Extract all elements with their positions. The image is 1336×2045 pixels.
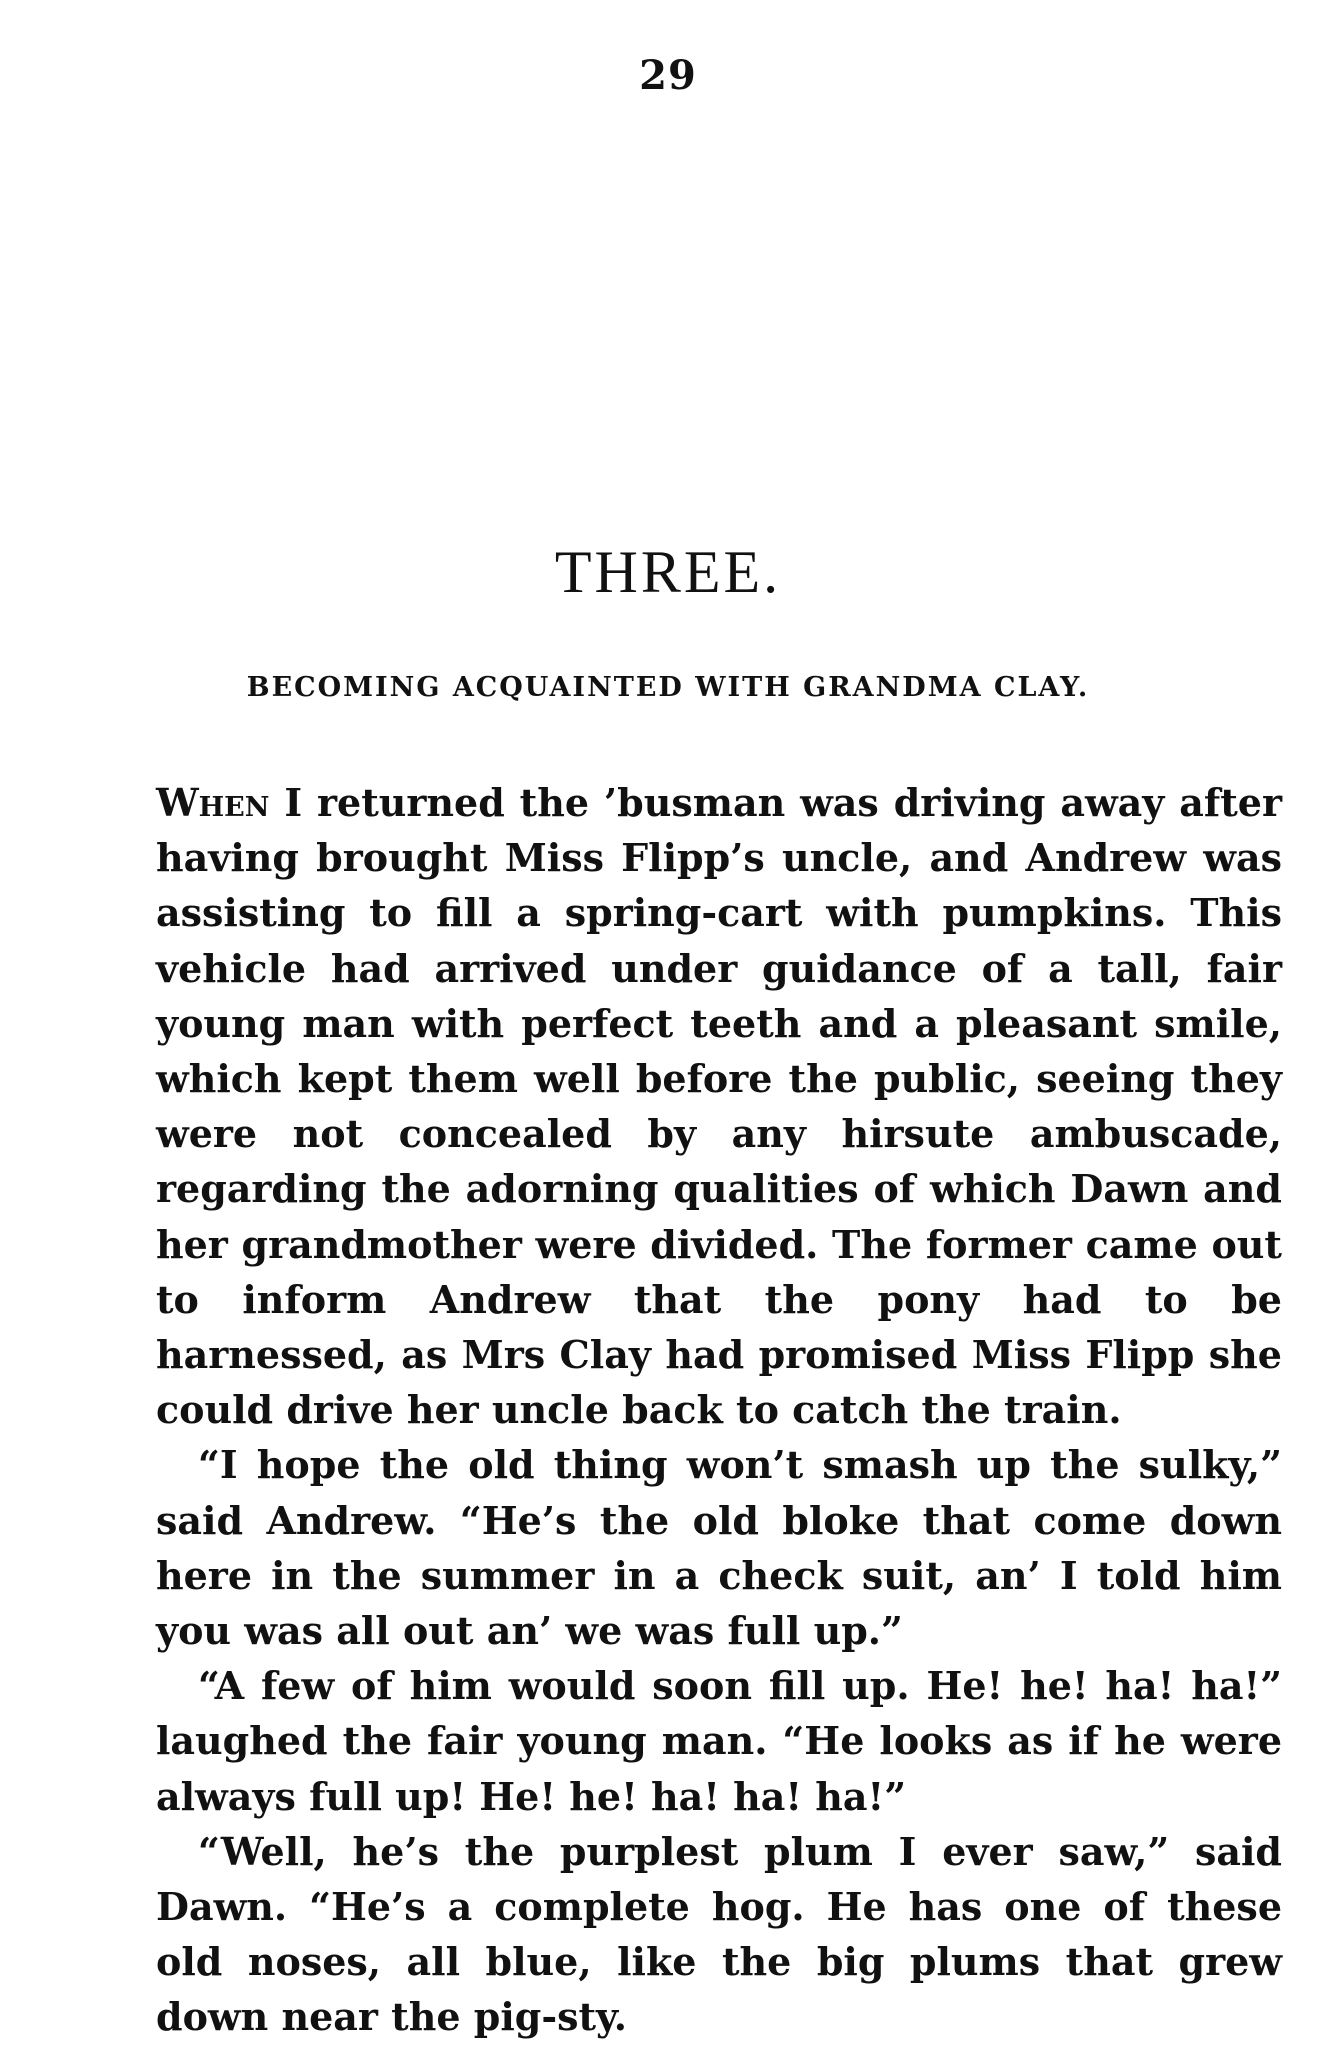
paragraph-text: I returned the ’busman was driving away after having brought Miss Flipp’s uncle, and Andrew was assisting to fill a spring-cart with pumpkins. This vehicle had arrived under guidance of a tall, fair young man with perfect teeth and a pleasant smile, which kept them well before the public, seeing they were not concealed by any hirsute ambuscade, regarding the adorning qualities of which Dawn and her grandmother were divided. The former came out to inform Andrew that the pony had to be harnessed, as Mrs Clay had promised Miss Flipp she could drive her uncle back to catch the train. bbox=[156, 780, 1282, 1433]
paragraph: “I hope the old thing won’t smash up the sulky,” said Andrew. “He’s the old bloke that come down here in the summer in a check suit, an’ I told him you was all out an’ we was full up.” bbox=[156, 1442, 1282, 1654]
chapter-title: THREE. bbox=[554, 539, 782, 605]
chapter-subtitle: BECOMING ACQUAINTED WITH GRANDMA CLAY. bbox=[246, 672, 1090, 703]
page-number: 29 bbox=[639, 52, 697, 99]
paragraph bbox=[156, 775, 1282, 1437]
paragraph-lead-word: When bbox=[156, 780, 270, 825]
paragraph: “A few of him would soon fill up. He! he! ha! ha!” laughed the fair young man. “He looks as if he were always full up! He! he! ha! ha! ha!” bbox=[156, 1663, 1282, 1819]
body-text bbox=[156, 775, 1282, 2045]
paragraph: “Well, he’s the purplest plum I ever saw,” said Dawn. “He’s a complete hog. He has one of these old noses, all blue, like the big plums that grew down near the pig-sty. bbox=[156, 1828, 1282, 2040]
